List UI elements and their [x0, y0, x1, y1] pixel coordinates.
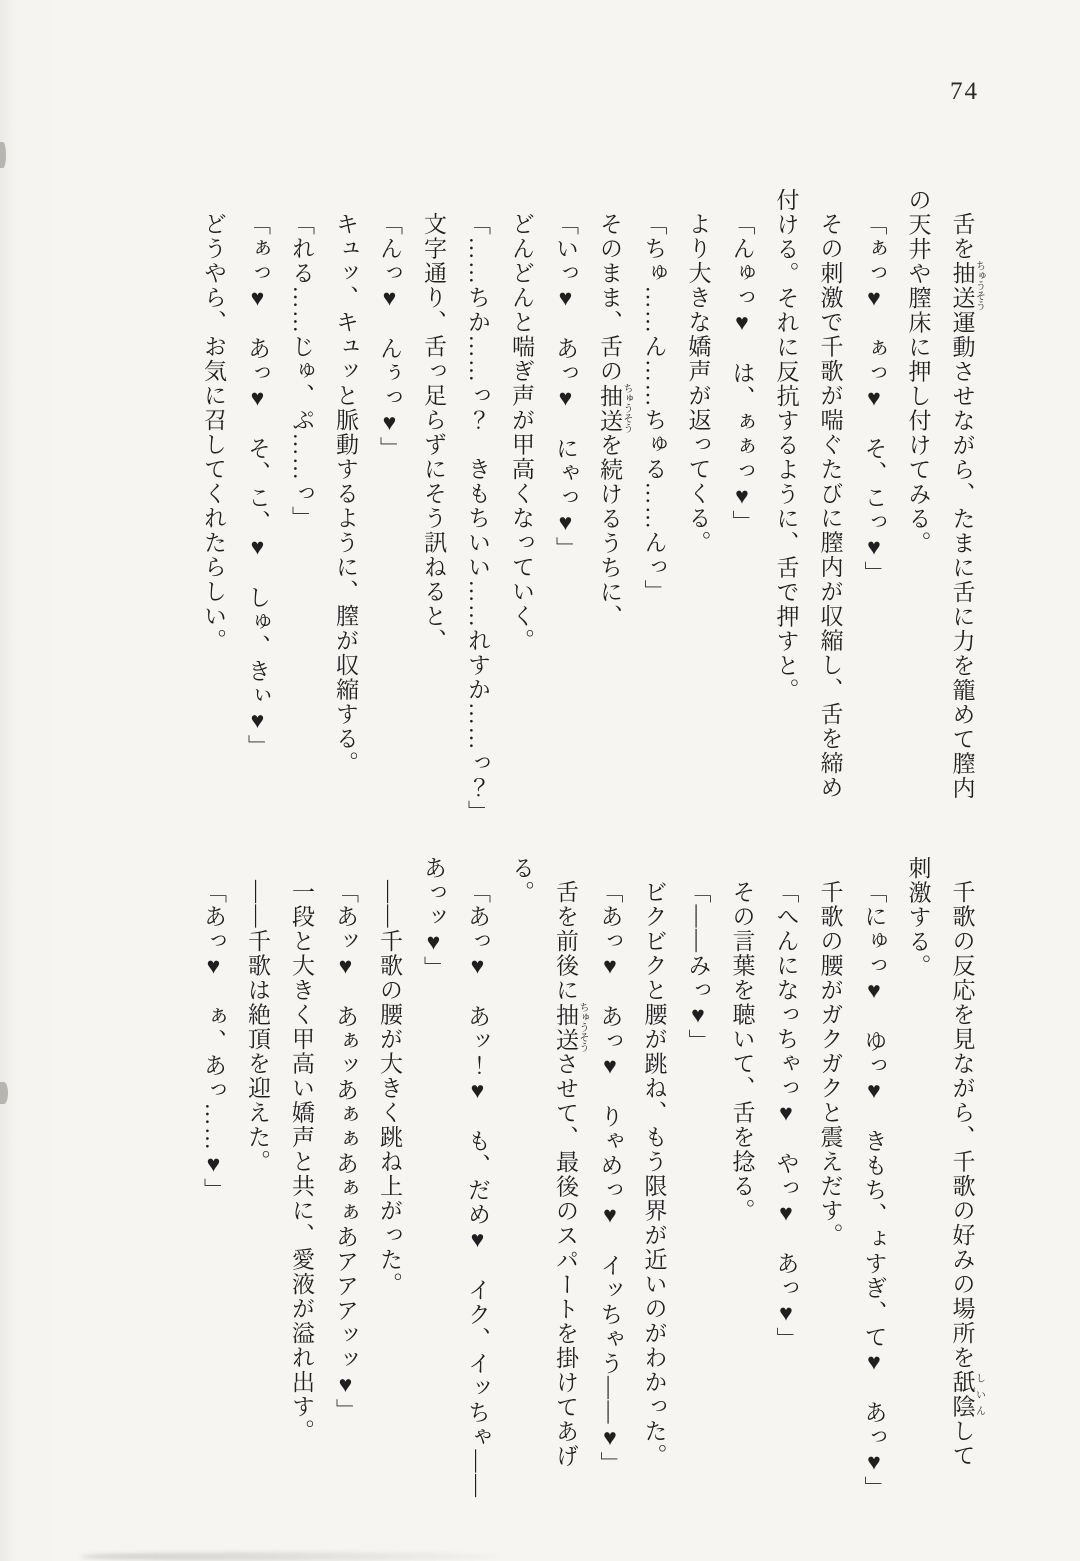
text-column: 「――みっ♥」 — [685, 880, 711, 1054]
text-column: 「あっ♥ ぁ、あっ……♥」 — [201, 880, 226, 1203]
text-column: キュッ、キュッと脈動するように、膣が収縮する。 — [333, 212, 358, 776]
text-column: ――千歌は絶頂を迎えた。 — [245, 880, 270, 1174]
text-column: ビクビクと腰が跳ね、もう限界が近いのがわかった。 — [641, 880, 667, 1468]
text-column: その刺激で千歌が喘ぐたびに膣内が収縮し、舌を締め — [817, 212, 843, 800]
text-column: 千歌の腰がガクガクと震えだす。 — [817, 880, 843, 1248]
text-column: 「あっ♥ あっ♥ りゃめっ♥ イッちゃう――♥」 — [597, 880, 623, 1476]
text-column: の天井や膣床に押し付けてみる。 — [905, 188, 931, 556]
text-column: あっッ♥」 — [421, 856, 446, 981]
scan-edge-artifact — [0, 1082, 8, 1104]
text-column: る。 — [509, 856, 534, 905]
text-column: 「へんになっちゃっ♥ やっ♥ あっ♥」 — [773, 880, 799, 1352]
text-column: その言葉を聴いて、舌を捻る。 — [729, 880, 755, 1223]
text-column: 舌を前後に抽送 ちゅうそうさせて、最後のスパートを掛けてあげ — [553, 880, 588, 1469]
text-column: 「いっ♥ あっ♥ にゃっ♥」 — [553, 212, 578, 561]
text-column: どうやら、お気に召してくれたらしい。 — [201, 212, 226, 653]
text-column: 付ける。それに反抗するように、舌で押すと。 — [773, 188, 799, 703]
text-column: 千歌の反応を見ながら、千歌の好みの場所を舐陰 しいんして — [949, 880, 985, 1468]
text-column: どんどんと喘ぎ声が甲高くなっていく。 — [509, 212, 534, 653]
text-column: ――千歌の腰が大きく跳ね上がった。 — [377, 880, 402, 1297]
text-column: 一段と大きく甲高い嬌声と共に、愛液が溢れ出す。 — [289, 880, 314, 1444]
text-column: 文字通り、舌っ足らずにそう訊ねると、 — [421, 212, 446, 653]
text-column: より大きな嬌声が返ってくる。 — [685, 212, 711, 555]
text-column: 舌を抽送 ちゅうそう運動させながら、たまに舌に力を籠めて膣内 — [949, 212, 985, 801]
ruby-annotated-word: 抽送 ちゅうそう — [553, 1002, 588, 1053]
text-column: 「にゅっ♥ ゆっ♥ きもち、ょすぎ、て♥ あっ♥」 — [861, 880, 887, 1501]
text-column: 「んっ♥ んぅっ♥」 — [377, 212, 402, 461]
ruby-annotated-word: 抽送 ちゅうそう — [597, 383, 632, 434]
upper-text-block — [191, 188, 984, 868]
text-column: 「あっ♥ あッ！♥ も、だめ♥ イク、イッちゃ―― — [465, 880, 490, 1499]
scan-bottom-artifact — [80, 1552, 500, 1561]
ruby-annotated-word: 抽送 ちゅうそう — [949, 260, 985, 311]
text-column: そのまま、舌の抽送 ちゅうそうを続けるうちに、 — [597, 212, 632, 629]
text-column: 「ぁっ♥ ぁっ♥ そ、こっ♥」 — [861, 212, 887, 586]
text-column: 「あッ♥ あぁッあぁぁあぁぁあアアアッッ♥」 — [333, 880, 358, 1423]
page-number: 74 — [950, 78, 979, 105]
lower-text-block — [191, 856, 984, 1556]
text-column: 刺激する。 — [905, 856, 931, 979]
text-column: 「……ちか……っ？ きもちいい……れすか……っ？」 — [465, 212, 490, 825]
text-column: 「ぁっ♥ あっ♥ そ、こ、♥ しゅ、きぃ♥」 — [245, 212, 270, 759]
scan-edge-artifact — [0, 142, 6, 168]
text-column: 「れる……じゅ、ぷ……っ」 — [289, 212, 314, 531]
ruby-annotated-word: 舐陰 しいん — [949, 1370, 985, 1419]
text-column: 「んゅっ♥ は、ぁぁっ♥」 — [729, 212, 755, 535]
text-column: 「ちゅ……ん……ちゅる……んっ」 — [641, 212, 667, 604]
